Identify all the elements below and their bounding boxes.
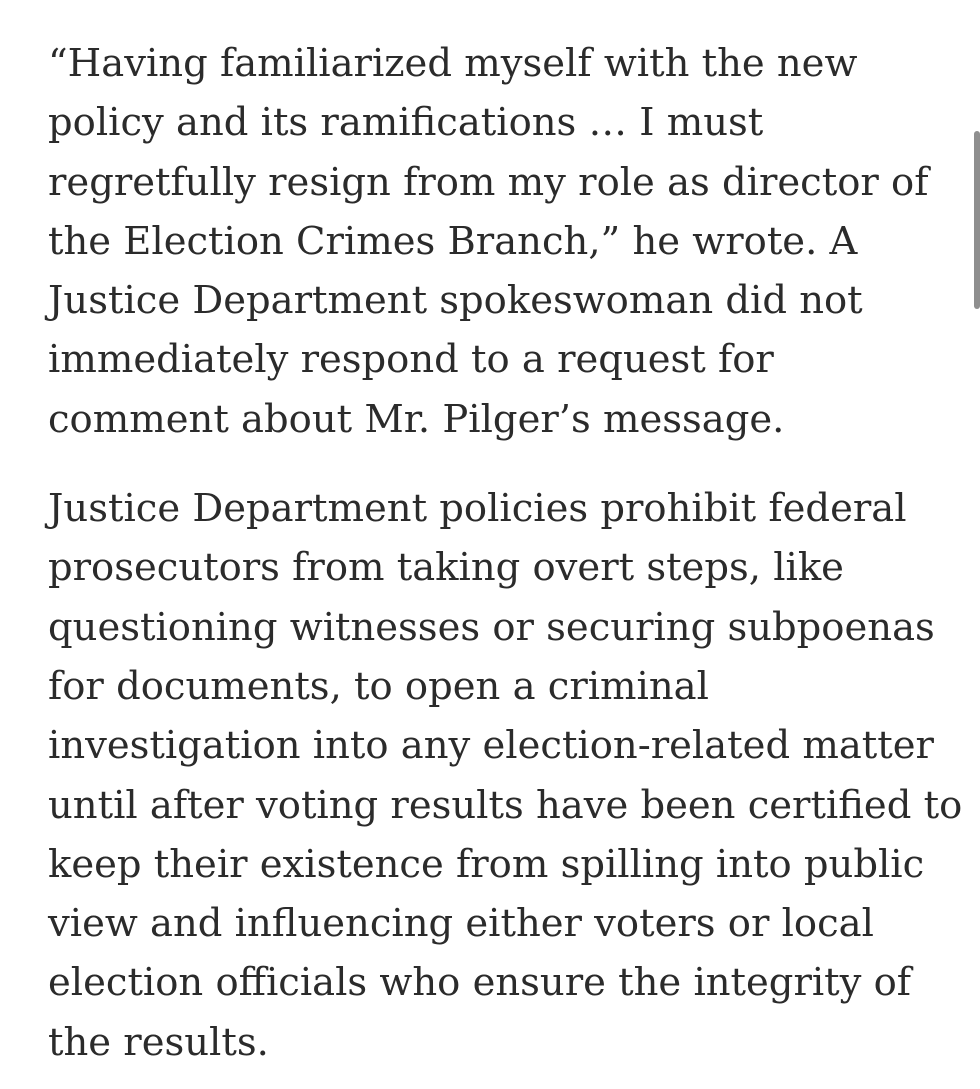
paragraph-line: the results. [48, 1019, 269, 1065]
paragraph-line: “Having familiarized myself with the new [48, 41, 858, 86]
paragraph-line: Justice Department spokeswoman did not [48, 278, 863, 324]
paragraph-line: immediately respond to a request for [48, 337, 774, 383]
paragraph-line: comment about Mr. Pilger’s message. [48, 396, 785, 442]
paragraph-line: election officials who ensure the integrity of [48, 960, 912, 1006]
paragraph-resignation-quote [48, 34, 948, 449]
article-body [48, 34, 963, 1072]
paragraph-line: until after voting results have been certified to [48, 782, 963, 828]
paragraph-justice-policies [48, 479, 963, 1072]
paragraph-line: policy and its ramifications … I must [48, 100, 764, 146]
scrollbar-thumb[interactable] [974, 131, 980, 309]
paragraph-line: regretfully resign from my role as director of [48, 159, 929, 205]
paragraph-line: investigation into any election-related matter [48, 723, 934, 769]
paragraph-line: keep their existence from spilling into public [48, 841, 925, 887]
paragraph-line: for documents, to open a criminal [48, 663, 709, 709]
paragraph-line: prosecutors from taking overt steps, like [48, 545, 844, 591]
paragraph-line: the Election Crimes Branch,” he wrote. A [48, 218, 858, 264]
paragraph-line: Justice Department policies prohibit federal [48, 486, 907, 532]
paragraph-line: view and influencing either voters or local [48, 901, 874, 947]
paragraph-line: questioning witnesses or securing subpoenas [48, 604, 935, 650]
